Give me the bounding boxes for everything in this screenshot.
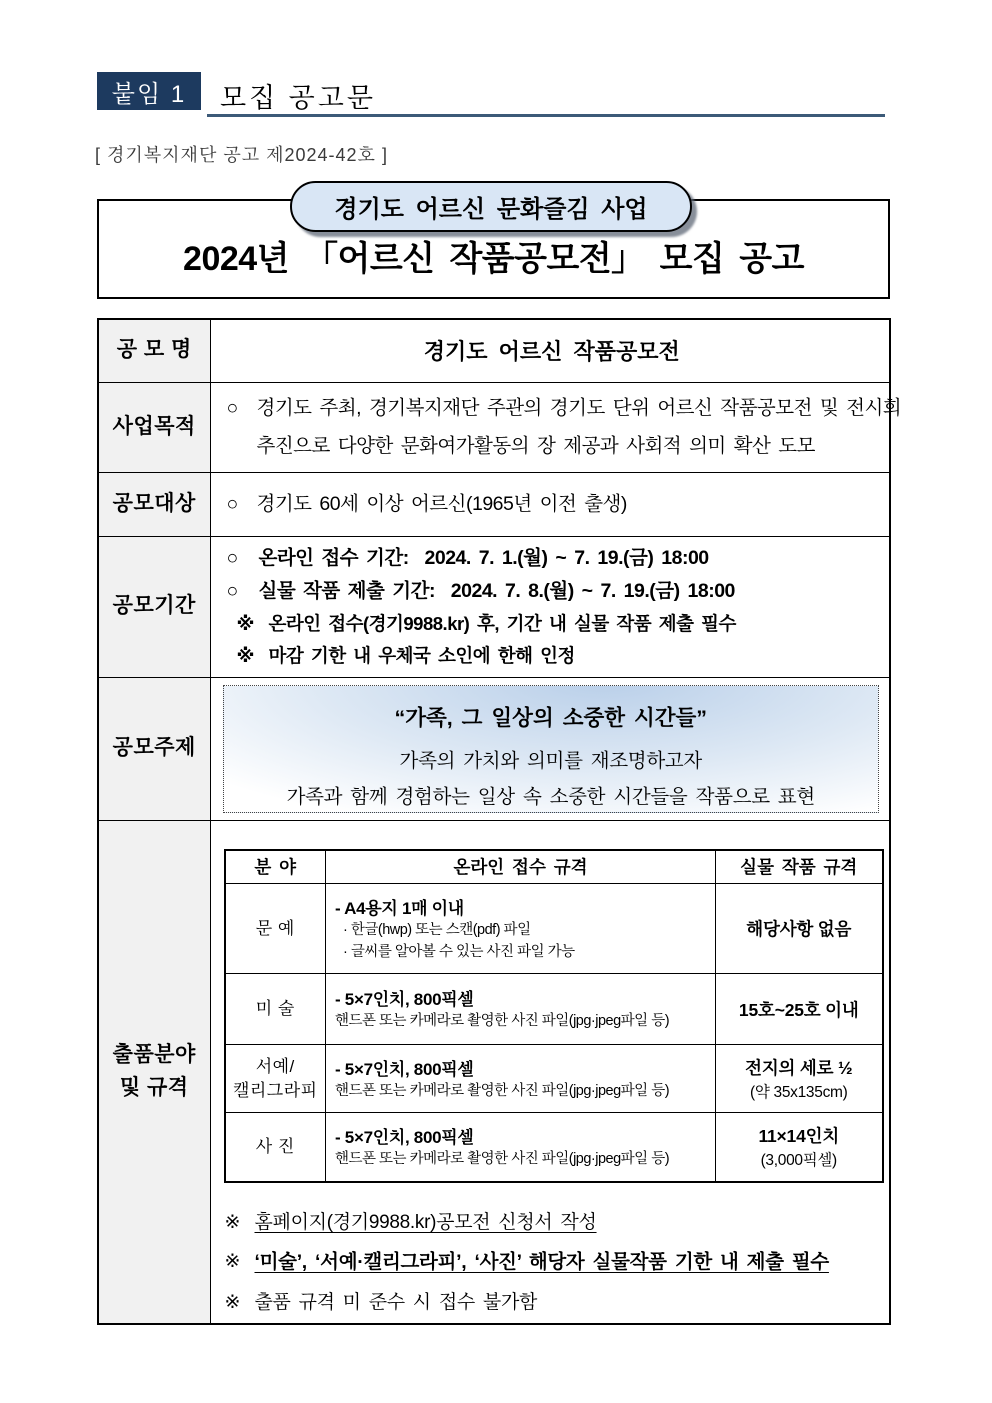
document-number: [ 경기복지재단 공고 제2024-42호 ]	[95, 145, 388, 165]
row-purpose	[98, 382, 890, 472]
contest-name-value: 경기도 어르신 작품공모전	[423, 339, 680, 365]
spec-header-online: 온라인 접수 규격	[326, 850, 716, 884]
spec-size-photo: 11×14인치	[758, 1126, 840, 1147]
reference-mark: ※	[224, 1292, 241, 1314]
purpose-line-1: 경기도 주최, 경기복지재단 주관의 경기도 단위 어르신 작품공모전 및 전시회	[256, 396, 902, 419]
note-submission-text: ‘미술’, ‘서예·캘리그라피’, ‘사진’ 해당자 실물작품 기한 내 제출 필수	[254, 1251, 829, 1274]
period-note-2-text: 마감 기한 내 우체국 소인에 한해 인정	[268, 644, 575, 666]
spec-row-art	[225, 974, 883, 1045]
spec-sub-photo: 핸드폰 또는 카메라로 촬영한 사진 파일(jpg·jpeg파일 등)	[335, 1151, 670, 1168]
purpose-text	[257, 389, 902, 465]
target-item	[227, 485, 878, 523]
spec-size-photo-sub: (3,000픽셀)	[760, 1152, 837, 1170]
categories-label-line-2: 및 규격	[119, 1075, 189, 1099]
row-categories	[98, 820, 890, 1324]
row-label-categories	[98, 820, 210, 1324]
circle-bullet: ○	[226, 546, 238, 569]
spec-field-art: 미 술	[225, 974, 326, 1045]
program-pill	[290, 181, 692, 232]
program-pill-label: 경기도 어르신 문화즐김 사업	[334, 196, 648, 223]
spec-main-calligraphy: - 5×7인치, 800픽셀	[335, 1059, 474, 1079]
row-label-period: 공모기간	[98, 536, 210, 677]
spec-field-calligraphy-line-2: 캘리그라피	[232, 1080, 318, 1100]
attachment-badge-label: 붙임 1	[111, 80, 187, 108]
spec-size-calligraphy: 전지의 세로 ½	[745, 1058, 853, 1078]
attachment-badge	[97, 72, 201, 110]
section-heading: 모집 공고문	[220, 83, 376, 113]
reference-mark: ※	[224, 1251, 241, 1273]
spec-size-calligraphy-sub: (약 35x135cm)	[749, 1084, 848, 1101]
spec-field-calligraphy	[225, 1045, 326, 1113]
period-physical-text: 실물 작품 제출 기간: 2024. 7. 8.(월) ~ 7. 19.(금) 18:00	[258, 580, 735, 603]
note-spec-compliance-text: 출품 규격 미 준수 시 접수 불가함	[254, 1292, 538, 1314]
period-item-physical	[227, 575, 878, 608]
note-submission	[225, 1242, 890, 1283]
spec-main-photo: - 5×7인치, 800픽셀	[335, 1128, 474, 1148]
spec-sub-art: 핸드폰 또는 카메라로 촬영한 사진 파일(jpg·jpeg파일 등)	[335, 1013, 670, 1030]
row-target	[98, 472, 890, 536]
spec-field-literature: 문 예	[225, 884, 326, 974]
spec-row-photo	[225, 1113, 883, 1182]
note-spec-compliance	[225, 1283, 890, 1323]
row-label-theme: 공모주제	[98, 677, 210, 820]
spec-sub-literature-1: · 한글(hwp) 또는 스캔(pdf) 파일	[343, 921, 531, 938]
spec-main-literature: - A4용지 1매 이내	[335, 898, 464, 918]
reference-mark: ※	[236, 613, 254, 635]
heading-divider	[207, 114, 885, 117]
spec-row-literature	[225, 884, 883, 974]
theme-line-1: 가족의 가치와 의미를 재조명하고자	[399, 749, 702, 772]
period-note-1	[237, 608, 878, 639]
spec-field-photo: 사 진	[225, 1113, 326, 1182]
row-label-name: 공 모 명	[98, 319, 210, 382]
spec-sub-calligraphy: 핸드폰 또는 카메라로 촬영한 사진 파일(jpg·jpeg파일 등)	[335, 1082, 670, 1099]
period-online-text: 온라인 접수 기간: 2024. 7. 1.(월) ~ 7. 19.(금) 18:00	[258, 546, 709, 569]
spec-table	[224, 849, 884, 1183]
spec-header-physical: 실물 작품 규격	[716, 850, 883, 884]
row-label-purpose: 사업목적	[98, 382, 210, 472]
circle-bullet: ○	[226, 492, 238, 515]
notice-title: 2024년 「어르신 작품공모전」 모집 공고	[183, 240, 804, 278]
purpose-item	[226, 389, 902, 465]
purpose-line-2: 추진으로 다양한 문화여가활동의 장 제공과 사회적 의미 확산 도모	[256, 435, 815, 457]
category-notes	[225, 1203, 890, 1324]
theme-line-2: 가족과 함께 경험하는 일상 속 소중한 시간들을 작품으로 표현	[286, 785, 815, 808]
row-period	[98, 536, 890, 677]
period-note-1-text: 온라인 접수(경기9988.kr) 후, 기간 내 실물 작품 제출 필수	[268, 613, 736, 635]
theme-box	[223, 685, 880, 813]
spec-main-art: - 5×7인치, 800픽셀	[335, 990, 474, 1010]
circle-bullet: ○	[226, 580, 238, 603]
period-item-online	[227, 542, 878, 575]
spec-header-field: 분 야	[225, 850, 326, 884]
row-contest-name	[98, 319, 890, 382]
period-note-2	[237, 640, 878, 671]
reference-mark: ※	[224, 1211, 241, 1233]
circle-bullet: ○	[226, 396, 238, 419]
note-application	[225, 1203, 890, 1243]
categories-label-line-1: 출품분야	[112, 1043, 196, 1067]
info-table	[97, 318, 902, 1325]
note-application-text: 홈페이지(경기9988.kr)공모전 신청서 작성	[254, 1211, 597, 1233]
theme-headline: “가족, 그 일상의 소중한 시간들”	[394, 705, 708, 730]
row-label-target: 공모대상	[98, 472, 210, 536]
reference-mark: ※	[236, 644, 254, 666]
spec-size-literature: 해당사항 없음	[746, 919, 852, 939]
row-theme	[98, 677, 890, 820]
spec-size-art: 15호~25호 이내	[738, 999, 859, 1020]
spec-header-row	[225, 850, 883, 884]
target-text: 경기도 60세 이상 어르신(1965년 이전 출생)	[256, 492, 627, 515]
spec-row-calligraphy	[225, 1045, 883, 1113]
spec-sub-literature-2: · 글씨를 알아볼 수 있는 사진 파일 가능	[343, 944, 575, 960]
spec-field-calligraphy-line-1: 서예/	[255, 1056, 295, 1076]
